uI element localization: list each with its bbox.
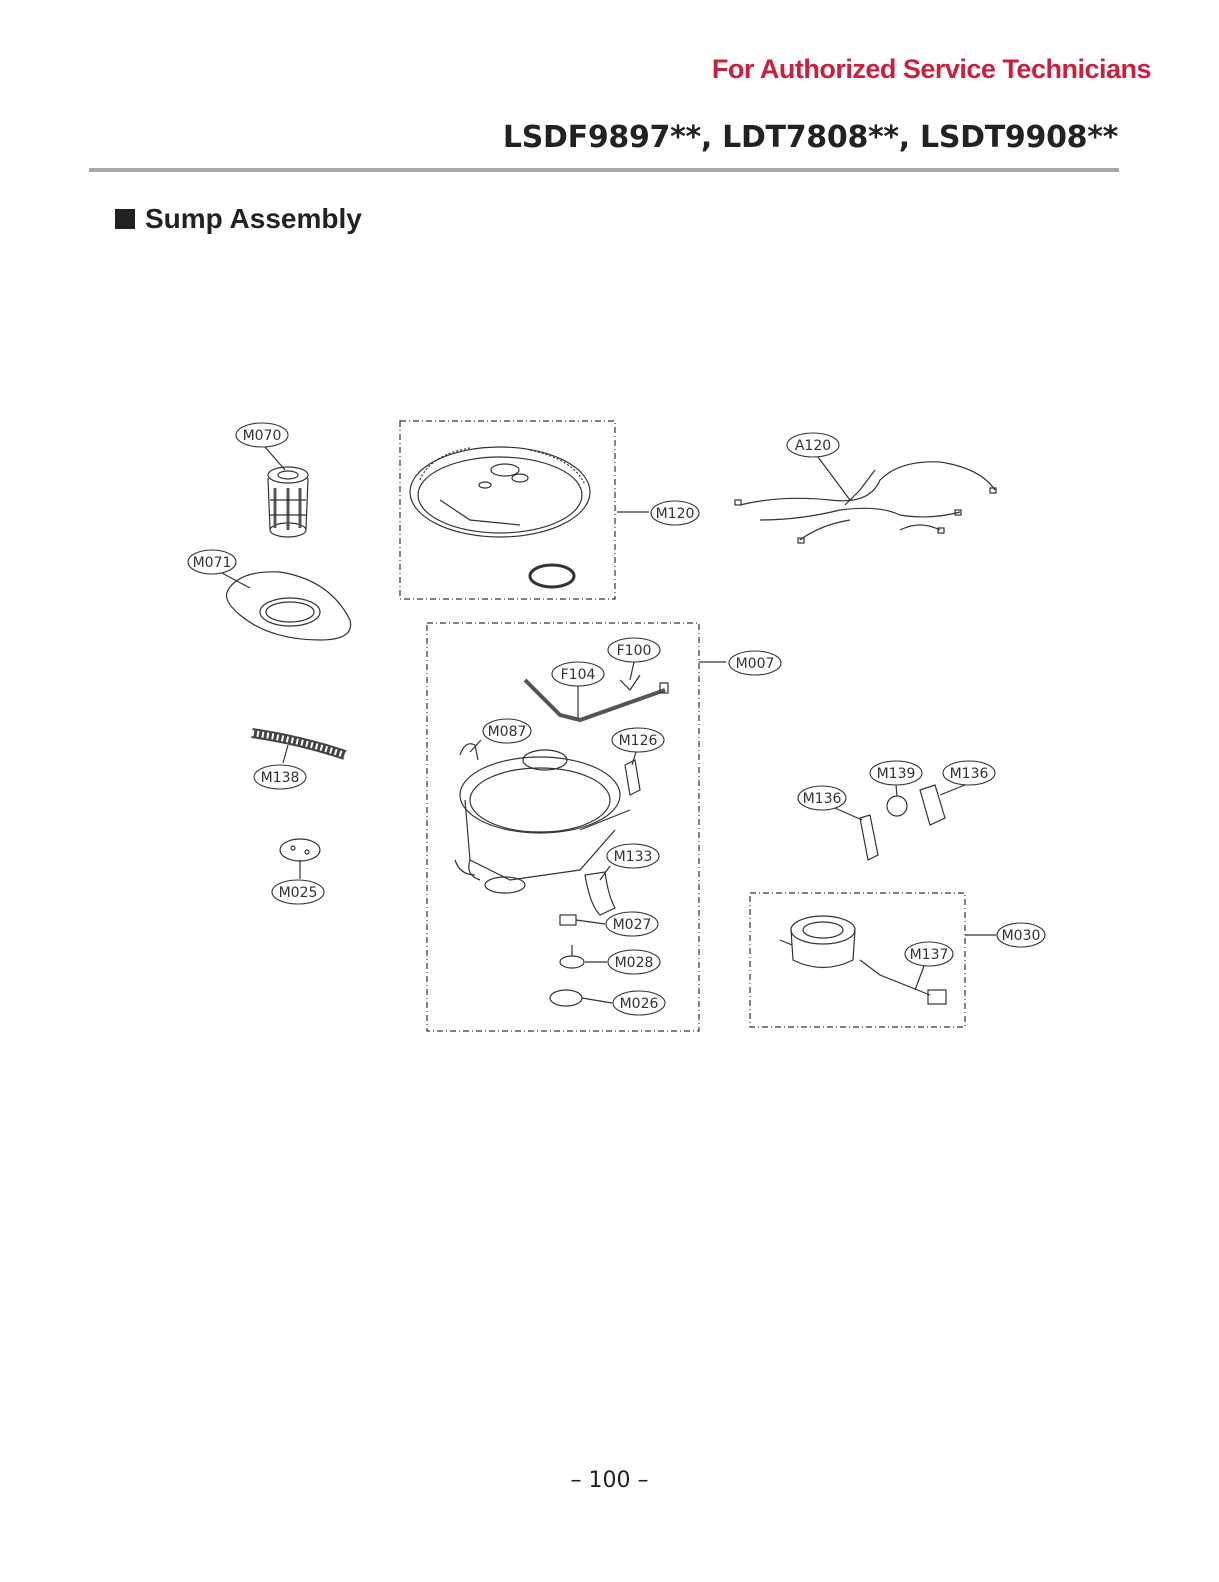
spray-plate-part [410, 447, 590, 587]
sensor-part [560, 915, 576, 925]
model-numbers: LSDF9897**, LDT7808**, LSDT9908** [502, 120, 1118, 155]
callout-m133: M133 [613, 849, 653, 865]
callout-m026: M026 [619, 996, 659, 1012]
small-disk-part [280, 839, 320, 861]
page-number: – 100 – [570, 1468, 649, 1493]
section-title-text: Sump Assembly [145, 203, 362, 234]
callout-m028: M028 [614, 955, 654, 971]
callout-m007: M007 [735, 656, 775, 672]
sump-body-part [455, 744, 630, 893]
callout-m139: M139 [876, 766, 916, 782]
callout-m126: M126 [618, 733, 658, 749]
elbow-part [585, 872, 615, 915]
callout-m030: M030 [1001, 928, 1041, 944]
callout-m137: M137 [909, 947, 949, 963]
callout-f104: F104 [560, 667, 596, 683]
callout-m025: M025 [278, 885, 318, 901]
callout-m070: M070 [242, 428, 282, 444]
callout-f100: F100 [616, 643, 652, 659]
filter-cylinder-part [268, 467, 308, 537]
callout-m071: M071 [192, 555, 232, 571]
clip-part [625, 760, 640, 795]
wire-harness-part [735, 462, 996, 543]
callout-m136a: M136 [949, 766, 989, 782]
cap-part [550, 990, 582, 1006]
callout-m136b: M136 [802, 791, 842, 807]
callout-m027: M027 [612, 917, 652, 933]
bracket-left-part [860, 815, 878, 860]
service-notice: For Authorized Service Technicians [711, 54, 1151, 84]
callout-a120: A120 [794, 438, 832, 454]
gear-part [887, 796, 907, 816]
bracket-right-part [920, 785, 945, 825]
filter-cover-part [227, 572, 351, 640]
valve-part [560, 945, 584, 968]
drain-hose-part [252, 733, 345, 755]
callout-m138: M138 [260, 770, 300, 786]
callout-m120: M120 [655, 506, 695, 522]
callout-m087: M087 [487, 724, 527, 740]
